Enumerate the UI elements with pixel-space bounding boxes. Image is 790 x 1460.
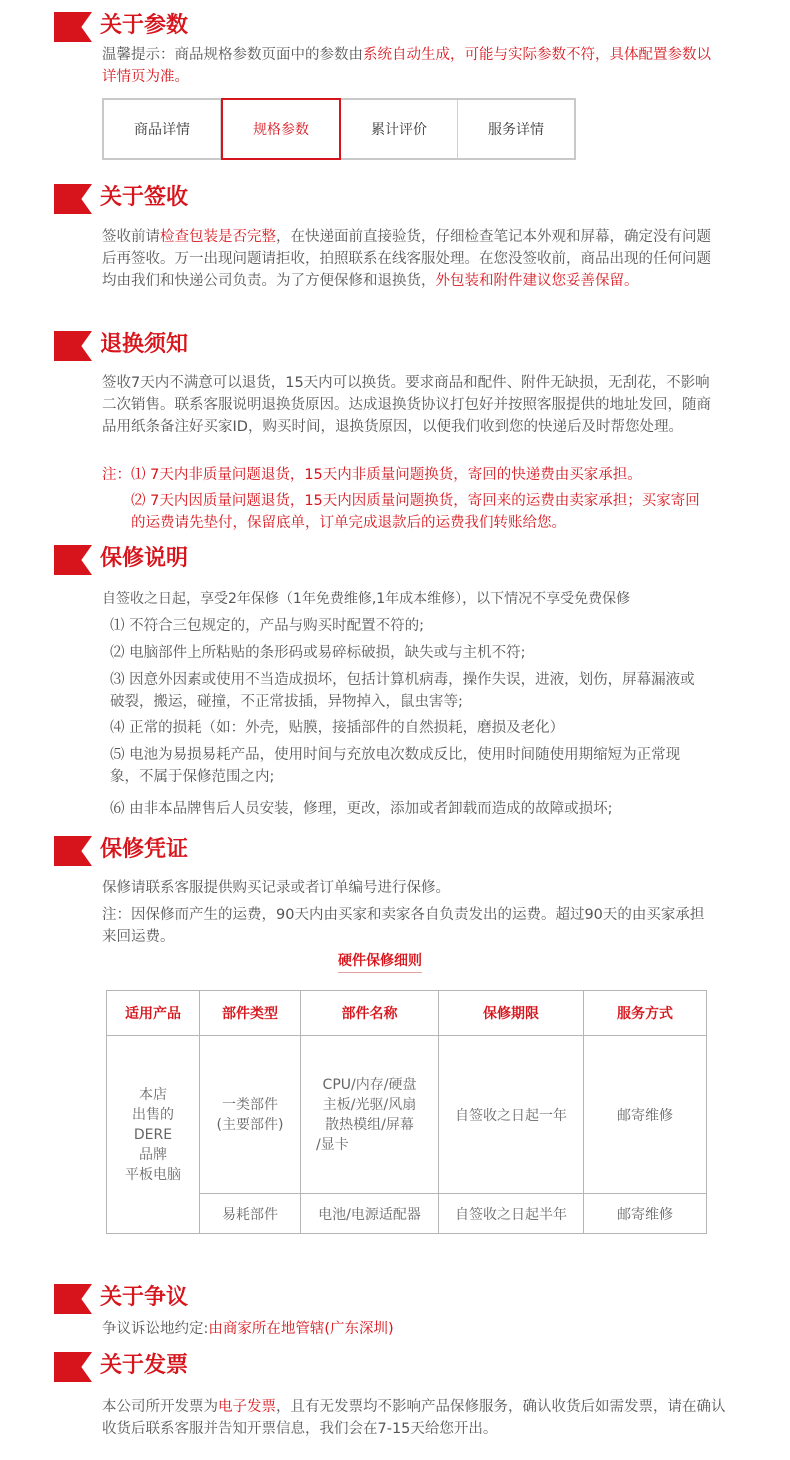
tab-bar bbox=[102, 98, 576, 160]
part-type-line: 一类部件 bbox=[222, 1096, 278, 1113]
sign-red-text: 检查包装是否完整 bbox=[160, 229, 276, 245]
warranty-intro: 自签收之日起，享受2年保修（1年免费维修,1年成本维修），以下情况不享受免费保修 bbox=[102, 591, 631, 607]
params-tip bbox=[102, 44, 714, 88]
section-title: 关于参数 bbox=[100, 13, 189, 38]
sign-text-rest: ，在快递面前直接验货，仔细检查笔记本外观和屏幕，确定没有问题后再签收。万一出现问题请拒收，拍照联系在线客服处理。在您没签收前，商品出现的任何问题均由我们和快递公司负责。为了方便保修和退换货， bbox=[102, 229, 711, 289]
section-title: 保修凭证 bbox=[100, 837, 189, 862]
section-title: 关于争议 bbox=[100, 1285, 189, 1310]
warranty-table bbox=[106, 990, 707, 1234]
red-flag-icon bbox=[54, 1352, 92, 1382]
period-cell: 自签收之日起半年 bbox=[439, 1194, 584, 1234]
voucher-line-1: 保修请联系客服提供购买记录或者订单编号进行保修。 bbox=[102, 880, 450, 896]
warranty-item: ⑵ 电脑部件上所粘贴的条形码或易碎标破损，缺失或与主机不符; bbox=[110, 645, 526, 661]
table-header-cell: 部件名称 bbox=[301, 991, 439, 1036]
part-name-line: /显卡 bbox=[316, 1136, 349, 1153]
product-line: DERE bbox=[133, 1126, 173, 1143]
sign-text: 签收前请 bbox=[102, 229, 160, 245]
tip-red-text: 系统自动生成，可能与实际参数不符，具体配置参数以详情页为准。 bbox=[102, 47, 711, 85]
invoice-text bbox=[102, 1396, 732, 1440]
table-title: 硬件保修细则 bbox=[338, 950, 422, 973]
tab-service[interactable]: 服务详情 bbox=[488, 122, 544, 138]
part-name-cell bbox=[301, 1036, 439, 1194]
section-header bbox=[0, 1348, 790, 1384]
tab-product-details[interactable]: 商品详情 bbox=[104, 100, 221, 158]
section-header bbox=[0, 180, 790, 216]
section-header bbox=[0, 541, 790, 577]
tip-text: 温馨提示：商品规格参数页面中的参数由 bbox=[102, 47, 363, 63]
dispute-text bbox=[102, 1318, 714, 1340]
warranty-item: ⑸ 电池为易损易耗产品，使用时间与充放电次数成反比，使用时间随使用期缩短为正常现象，不属于保修范围之内; bbox=[110, 747, 681, 785]
part-type-cell: 易耗部件 bbox=[200, 1194, 301, 1234]
invoice-text-1: 本公司所开发票为 bbox=[102, 1399, 218, 1415]
part-name-line: 主板/光驱/风扇 bbox=[322, 1096, 417, 1113]
table-header-cell: 保修期限 bbox=[439, 991, 584, 1036]
part-type-cell bbox=[200, 1036, 301, 1194]
returns-body: 签收7天内不满意可以退货，15天内可以换货。要求商品和配件、附件无缺损，无刮花，不影响二次销售。联系客服说明退换货原因。达成退换货协议打包好并按照客服提供的地址发回，随商品用纸条备注好买家ID，购买时间，退换货原因，以便我们收到您的快递后及时帮您处理。 bbox=[102, 375, 711, 435]
section-returns bbox=[0, 327, 790, 363]
section-invoice bbox=[0, 1348, 790, 1384]
red-flag-icon bbox=[54, 184, 92, 214]
red-flag-icon bbox=[54, 836, 92, 866]
part-name-line: 散热模组/屏幕 bbox=[325, 1116, 414, 1133]
warranty-item: ⑶ 因意外因素或使用不当造成损坏，包括计算机病毒，操作失误，进液，划伤，屏幕漏液或破裂，搬运，碰撞，不正常拔插，异物掉入，鼠虫害等; bbox=[110, 672, 695, 710]
red-flag-icon bbox=[54, 12, 92, 42]
table-header-row bbox=[107, 991, 707, 1036]
service-cell: 邮寄维修 bbox=[584, 1194, 707, 1234]
table-header-cell: 适用产品 bbox=[107, 991, 200, 1036]
section-title: 保修说明 bbox=[100, 546, 189, 571]
section-header bbox=[0, 327, 790, 363]
voucher-line-2: 注：因保修而产生的运费，90天内由买家和卖家各自负责发出的运费。超过90天的由买家承担来回运费。 bbox=[102, 907, 705, 945]
red-flag-icon bbox=[54, 331, 92, 361]
section-title: 关于签收 bbox=[100, 185, 189, 210]
tab-reviews[interactable]: 累计评价 bbox=[341, 100, 458, 158]
table-header-cell: 部件类型 bbox=[200, 991, 301, 1036]
section-header bbox=[0, 8, 790, 44]
warranty-item: ⑹ 由非本品牌售后人员安装，修理，更改，添加或者卸载而造成的故障或损坏; bbox=[110, 801, 613, 817]
section-dispute bbox=[0, 1280, 790, 1316]
part-name-cell: 电池/电源适配器 bbox=[301, 1194, 439, 1234]
warranty-item: ⑷ 正常的损耗（如：外壳，贴膜，接插部件的自然损耗，磨损及老化） bbox=[110, 720, 565, 736]
red-flag-icon bbox=[54, 1284, 92, 1314]
invoice-text-rest: ，且有无发票均不影响产品保修服务，确认收货后如需发票，请在确认收货后联系客服并告知开票信息，我们会在7-15天给您开出。 bbox=[102, 1399, 726, 1437]
section-sign bbox=[0, 180, 790, 216]
section-voucher bbox=[0, 832, 790, 868]
section-warranty bbox=[0, 541, 790, 577]
period-cell: 自签收之日起一年 bbox=[439, 1036, 584, 1194]
section-header bbox=[0, 832, 790, 868]
dispute-label: 争议诉讼地约定: bbox=[102, 1321, 209, 1337]
section-header bbox=[0, 1280, 790, 1316]
part-name-line: CPU/内存/硬盘 bbox=[322, 1076, 417, 1093]
tab-specs[interactable]: 规格参数 bbox=[221, 98, 341, 160]
warranty-item: ⑴ 不符合三包规定的，产品与购买时配置不符的; bbox=[110, 618, 424, 634]
table-header-cell: 服务方式 bbox=[584, 991, 707, 1036]
table-row bbox=[107, 1036, 707, 1194]
product-line: 品牌 bbox=[139, 1146, 167, 1163]
red-flag-icon bbox=[54, 545, 92, 575]
section-params bbox=[0, 8, 790, 44]
returns-note-2: ⑵ 7天内因质量问题退货，15天内因质量问题换货，寄回来的运费由卖家承担；买家寄回的运费请先垫付，保留底单，订单完成退款后的运费我们转账给您。 bbox=[131, 493, 700, 531]
product-cell bbox=[107, 1036, 200, 1234]
product-line: 平板电脑 bbox=[125, 1166, 181, 1183]
service-cell: 邮寄维修 bbox=[584, 1036, 707, 1194]
sign-red-text-2: 外包装和附件建议您妥善保留。 bbox=[435, 273, 639, 289]
dispute-red-text: 由商家所在地管辖(广东深圳) bbox=[208, 1321, 394, 1337]
invoice-red-text: 电子发票 bbox=[218, 1399, 276, 1415]
product-line: 出售的 bbox=[132, 1106, 174, 1123]
sign-body bbox=[102, 226, 714, 292]
returns-note-1: 注：⑴ 7天内非质量问题退货，15天内非质量问题换货，寄回的快递费由买家承担。 bbox=[102, 467, 642, 483]
section-title: 退换须知 bbox=[100, 332, 189, 357]
section-title: 关于发票 bbox=[100, 1353, 189, 1378]
part-type-line: (主要部件) bbox=[216, 1116, 284, 1133]
product-line: 本店 bbox=[139, 1086, 167, 1103]
